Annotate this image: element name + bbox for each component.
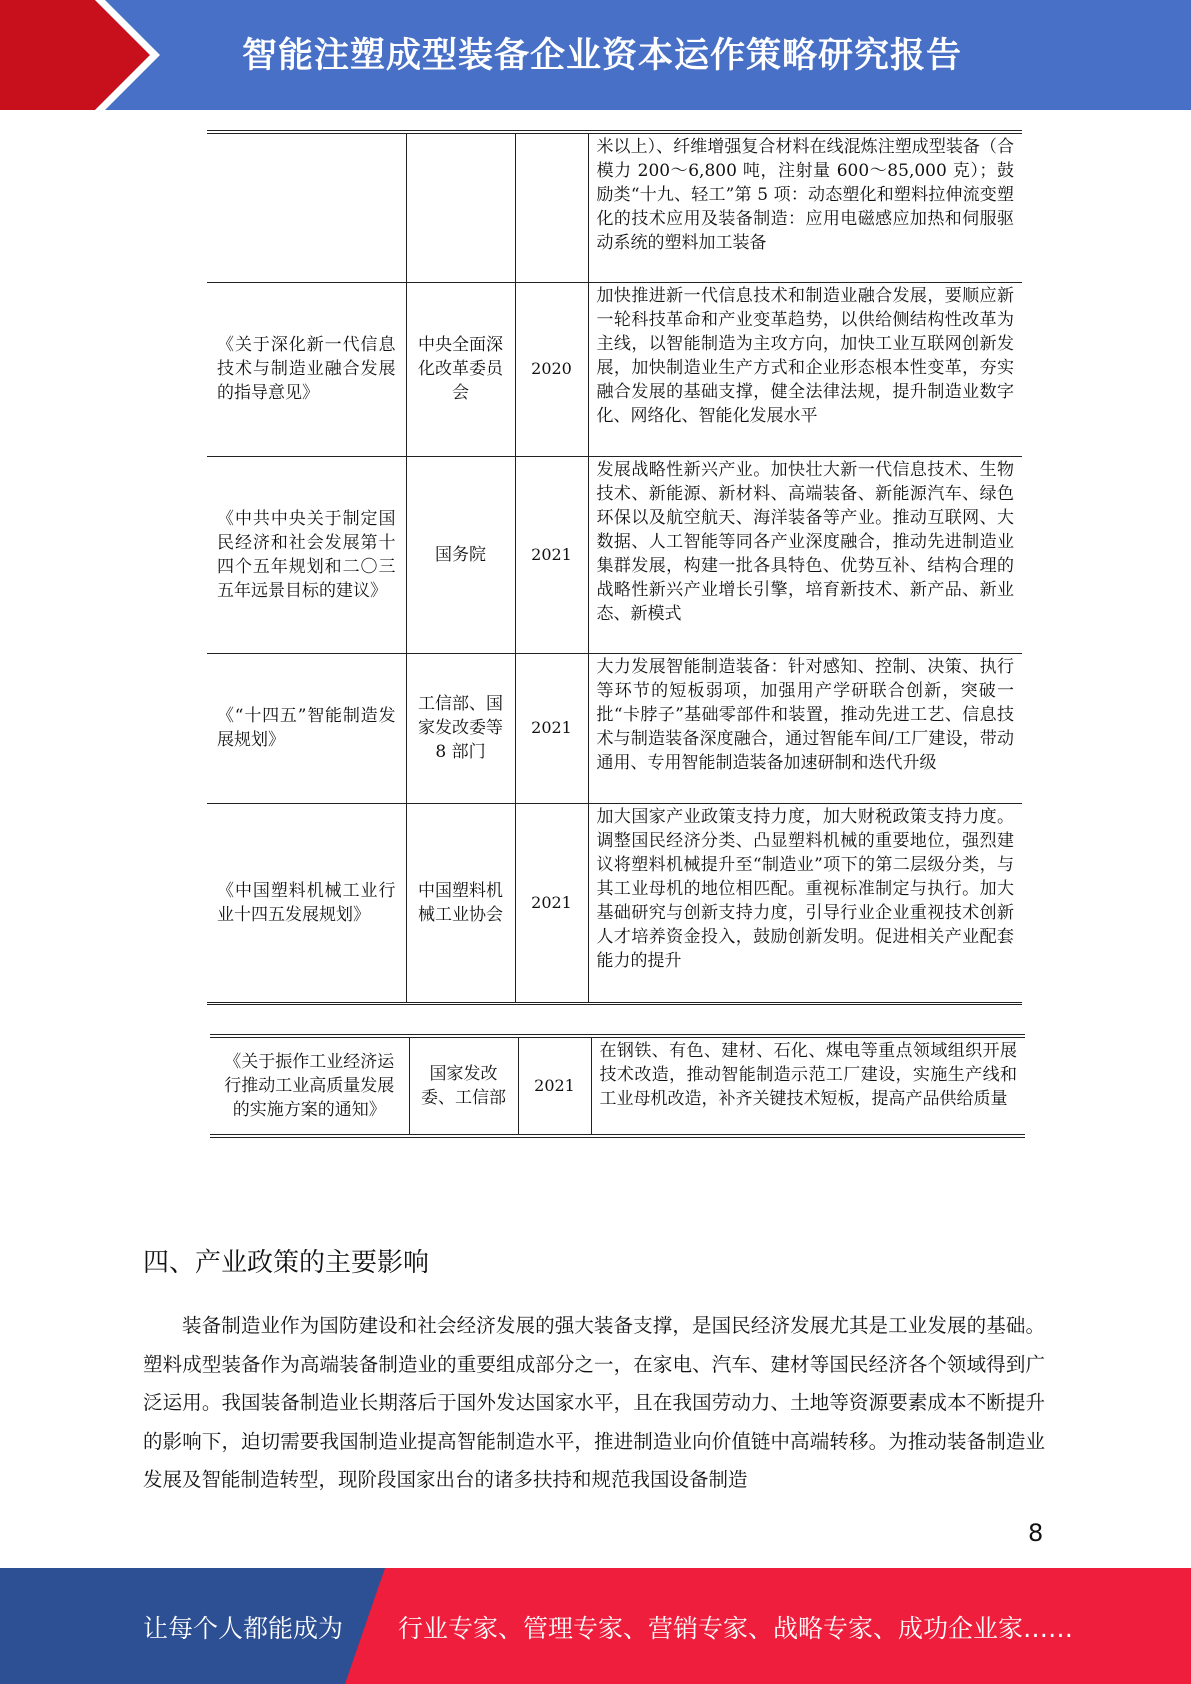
policy-table-fragment xyxy=(210,1034,1025,1138)
year-cell xyxy=(515,132,588,282)
content-cell: 发展战略性新兴产业。加快壮大新一代信息技术、生物技术、新能源、新材料、高端装备、新能源汽车、绿色环保以及航空航天、海洋装备等产业。推动互联网、大数据、人工智能等同各产业深度融合，推动先进制造业集群发展，构建一批各具特色、优势互补、结构合理的战略性新兴产业增长引擎，培育新技术、新产品、新业态、新模式 xyxy=(588,456,1022,653)
policy-table-continued xyxy=(207,130,1022,1005)
issuer-cell: 国家发改委、工信部 xyxy=(409,1036,518,1136)
policy-document-cell: 《关于深化新一代信息技术与制造业融合发展的指导意见》 xyxy=(207,282,406,456)
footer-slogan-right: 行业专家、管理专家、营销专家、战略专家、成功企业家…… xyxy=(398,1614,1074,1643)
page-number: 8 xyxy=(1028,1519,1044,1547)
content-cell: 加大国家产业政策支持力度，加大财税政策支持力度。调整国民经济分类、凸显塑料机械的重要地位，强烈建议将塑料机械提升至“制造业”项下的第二层级分类，与其工业母机的地位相匹配。重视标准制定与执行。加大基础研究与创新支持力度，引导行业企业重视技术创新人才培养资金投入，鼓励创新发明。促进相关产业配套能力的提升 xyxy=(588,803,1022,1003)
page-header xyxy=(0,0,1191,110)
footer-slogan-left: 让每个人都能成为 xyxy=(143,1614,344,1643)
year-cell: 2021 xyxy=(518,1036,591,1136)
page-footer xyxy=(0,1568,1191,1684)
issuer-cell xyxy=(406,132,515,282)
table-row xyxy=(207,456,1022,653)
issuer-cell: 工信部、国家发改委等 8 部门 xyxy=(406,653,515,803)
table-row xyxy=(207,653,1022,803)
report-title: 智能注塑成型装备企业资本运作策略研究报告 xyxy=(242,36,963,76)
header-red-arrow xyxy=(0,0,150,110)
content-cell: 加快推进新一代信息技术和制造业融合发展，要顺应新一轮科技革命和产业变革趋势，以供给侧结构性改革为主线，以智能制造为主攻方向，加快工业互联网创新发展，加快制造业生产方式和企业形态根本性变革，夯实融合发展的基础支撑，健全法律法规，提升制造业数字化、网络化、智能化发展水平 xyxy=(588,282,1022,456)
content-cell: 米以上）、纤维增强复合材料在线混炼注塑成型装备（合模力 200～6,800 吨，注射量 600～85,000 克）；鼓励类“十九、轻工”第 5 项：动态塑化和塑料拉伸流变塑化的技术应用及装备制造：应用电磁感应加热和伺服驱动系统的塑料加工装备 xyxy=(588,132,1022,282)
table-row xyxy=(207,282,1022,456)
policy-document-cell: 《“十四五”智能制造发展规划》 xyxy=(207,653,406,803)
body-paragraph: 装备制造业作为国防建设和社会经济发展的强大装备支撑，是国民经济发展尤其是工业发展的基础。塑料成型装备作为高端装备制造业的重要组成部分之一，在家电、汽车、建材等国民经济各个领域得到广泛运用。我国装备制造业长期落后于国外发达国家水平，且在我国劳动力、土地等资源要素成本不断提升的影响下，迫切需要我国制造业提高智能制造水平，推进制造业向价值链中高端转移。为推动装备制造业发展及智能制造转型，现阶段国家出台的诸多扶持和规范我国设备制造 xyxy=(143,1314,1045,1491)
issuer-cell: 中国塑料机械工业协会 xyxy=(406,803,515,1003)
year-cell: 2021 xyxy=(515,456,588,653)
policy-document-cell: 《关于振作工业经济运行推动工业高质量发展的实施方案的通知》 xyxy=(210,1036,409,1136)
table-row xyxy=(210,1036,1025,1136)
content-cell: 大力发展智能制造装备：针对感知、控制、决策、执行等环节的短板弱项，加强用产学研联合创新，突破一批“卡脖子”基础零部件和装置，推动先进工艺、信息技术与制造装备深度融合，通过智能车间/工厂建设，带动通用、专用智能制造装备加速研制和迭代升级 xyxy=(588,653,1022,803)
content-cell: 在钢铁、有色、建材、石化、煤电等重点领域组织开展技术改造，推动智能制造示范工厂建设，实施生产线和工业母机改造，补齐关键技术短板，提高产品供给质量 xyxy=(591,1036,1025,1136)
policy-document-cell: 《中共中央关于制定国民经济和社会发展第十四个五年规划和二〇三五年远景目标的建议》 xyxy=(207,456,406,653)
year-cell: 2021 xyxy=(515,803,588,1003)
policy-document-cell: 《中国塑料机械工业行业十四五发展规划》 xyxy=(207,803,406,1003)
issuer-cell: 国务院 xyxy=(406,456,515,653)
issuer-cell: 中央全面深化改革委员会 xyxy=(406,282,515,456)
year-cell: 2020 xyxy=(515,282,588,456)
table-row xyxy=(207,803,1022,1003)
table-row xyxy=(207,132,1022,282)
year-cell: 2021 xyxy=(515,653,588,803)
policy-document-cell xyxy=(207,132,406,282)
section-heading: 四、产业政策的主要影响 xyxy=(143,1248,430,1278)
